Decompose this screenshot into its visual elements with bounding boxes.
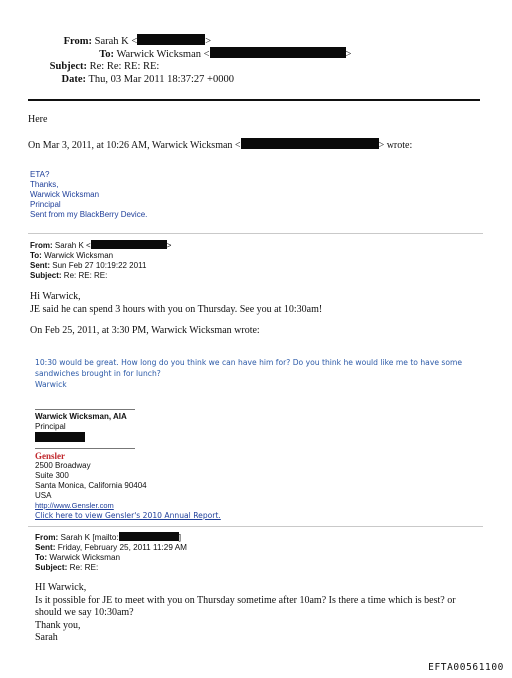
sent-label: Sent: (30, 261, 50, 270)
name-text: Warwick Wicksman, AIA (35, 412, 127, 421)
to-value: Warwick Wicksman (44, 251, 114, 260)
subject-value: Re: Re: RE: RE: (89, 61, 160, 72)
gensler-link[interactable]: http://www.Gensler.com (35, 501, 114, 510)
email-header-to (40, 47, 351, 61)
msg4-sent (35, 543, 187, 553)
subject-label: Subject: (49, 61, 87, 72)
redaction-bar (137, 34, 205, 45)
bracket: ] (178, 533, 182, 542)
bates-number: EFTA00561100 (428, 662, 504, 673)
sent-label: Sent: (35, 543, 56, 552)
email-header-from (40, 34, 211, 48)
msg2-header (30, 240, 171, 281)
annual-report-link[interactable]: Click here to view Gensler's 2010 Annual Report. (35, 511, 221, 520)
quote-intro-text: On Mar 3, 2011, at 10:26 AM, Warwick Wicksman < (28, 140, 241, 151)
msg2-intro: On Feb 25, 2011, at 3:30 PM, Warwick Wicksman wrote: (30, 325, 260, 336)
msg4-from (35, 532, 187, 543)
msg2-to (30, 251, 171, 261)
redaction-bar (119, 532, 182, 542)
msg2-from (30, 240, 171, 251)
subject-value: Re: RE: RE: (63, 271, 108, 280)
date-value: Thu, 03 Mar 2011 18:37:27 +0000 (88, 74, 234, 85)
signature-rule-2 (35, 448, 135, 449)
bracket: > (345, 49, 352, 60)
bb-line: Thanks, (30, 180, 59, 189)
quote-intro-wrote: > wrote: (378, 140, 413, 151)
bb-line: Principal (30, 200, 61, 209)
msg4-line: Is it possible for JE to meet with you on Thursday sometime after 10am? Is there a time which is best? or (35, 594, 456, 606)
blackberry-message (30, 170, 147, 220)
bracket: > (205, 36, 212, 47)
bracket: > (166, 241, 172, 250)
from-label: From: (35, 533, 59, 542)
header-divider (28, 99, 480, 101)
msg4-line: HI Warwick, (35, 582, 87, 593)
to-value: Warwick Wicksman < (116, 49, 210, 60)
from-label: From: (30, 241, 53, 250)
signature-name (35, 412, 127, 422)
msg3-body (35, 357, 462, 390)
email-header-date (40, 73, 234, 86)
from-label: From: (63, 36, 92, 47)
sent-value: Sun Feb 27 10:19:22 2011 (52, 261, 147, 270)
quote-intro (28, 138, 412, 153)
msg4-line: Sarah (35, 632, 58, 643)
msg4-subject (35, 563, 187, 573)
subject-label: Subject: (35, 563, 68, 572)
msg3-line: 10:30 would be great. How long do you think we can have him for? Do you think he would like me to have some (35, 358, 463, 367)
sent-value: Friday, February 25, 2011 11:29 AM (57, 543, 187, 552)
address-line: Suite 300 (35, 471, 69, 480)
redaction-bar (210, 47, 346, 58)
signature-title: Principal (35, 422, 66, 431)
company-block (35, 451, 221, 521)
msg3-line: sandwiches brought in for lunch? (35, 369, 161, 378)
address-line: Santa Monica, California 90404 (35, 481, 147, 490)
company-name: Gensler (35, 451, 65, 461)
to-label: To: (35, 553, 48, 562)
msg2-line: JE said he can spend 3 hours with you on Thursday. See you at 10:30am! (30, 303, 323, 315)
email-header-subject (40, 60, 159, 73)
subject-label: Subject: (30, 271, 62, 280)
here-text: Here (28, 114, 48, 125)
msg4-line: should we say 10:30am? (35, 607, 134, 618)
divider (28, 233, 483, 234)
from-value: Sarah K < (94, 36, 138, 47)
msg2-body (30, 291, 322, 316)
redaction-bar (241, 138, 379, 149)
signature (35, 412, 127, 444)
from-value: Sarah K < (54, 241, 91, 250)
msg2-sent (30, 261, 171, 271)
signature-redaction (35, 432, 127, 444)
redaction-bar (91, 240, 167, 249)
date-label: Date: (61, 74, 86, 85)
msg4-body (35, 582, 456, 645)
signature-rule (35, 409, 135, 410)
msg4-header (35, 532, 187, 573)
bb-line: ETA? (30, 170, 50, 179)
address-line: USA (35, 491, 52, 500)
msg3-line: Warwick (35, 380, 67, 389)
from-value: Sarah K [mailto: (60, 533, 119, 542)
to-label: To: (30, 251, 42, 260)
msg2-subject (30, 271, 171, 281)
subject-value: Re: RE: (69, 563, 99, 572)
to-value: Warwick Wicksman (49, 553, 121, 562)
msg2-line: Hi Warwick, (30, 291, 81, 302)
to-label: To: (99, 49, 114, 60)
redaction-bar (35, 432, 85, 442)
bb-line: Sent from my BlackBerry Device. (30, 210, 148, 219)
msg4-line: Thank you, (35, 619, 81, 631)
msg4-to (35, 553, 187, 563)
bb-line: Warwick Wicksman (30, 190, 100, 199)
address-line: 2500 Broadway (35, 461, 91, 470)
divider (28, 526, 483, 527)
